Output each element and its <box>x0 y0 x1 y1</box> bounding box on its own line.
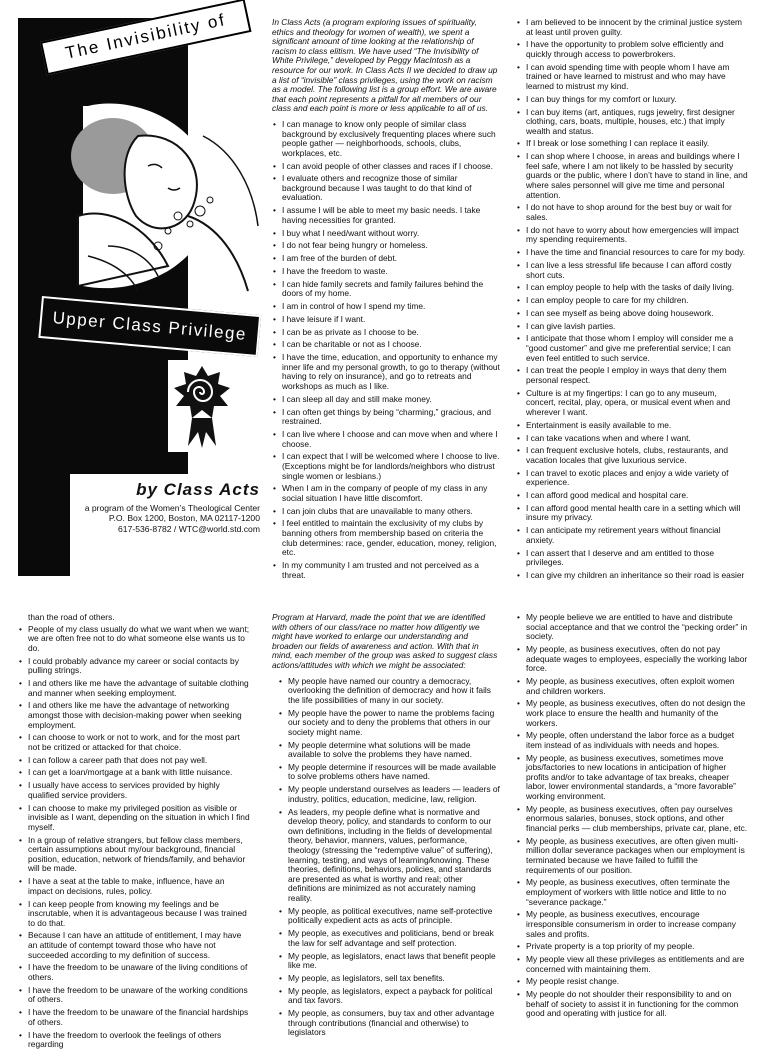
list-item: • I have leisure if I want. <box>272 315 500 325</box>
list-item: • As leaders, my people define what is normative and develop theory, policy, and standards to conform to our own definitions, including in the fields of developmental theory, behavior, manners, values, performance, theology (stressing the “redemptive value” of suffering), learning, testing, and ways of learning/knowing. These theories, definitions, behaviors, policies, and standards are presented as what is worthy and real; other definitions are minimized as not accurately naming reality. <box>278 808 500 904</box>
list-item: • My people, as legislators, expect a payback for political and tax favors. <box>278 987 500 1006</box>
list-item: • I can see myself as being above doing housework. <box>516 309 748 319</box>
list-item: • I can frequent exclusive hotels, clubs, restaurants, and vacation locales that give luxurious service. <box>516 446 748 465</box>
list-item: • My people view all these privileges as entitlements and are concerned with maintaining them. <box>516 955 748 974</box>
list-item: • I assume I will be able to meet my basic needs. I take having necessities for granted. <box>272 206 500 225</box>
list-item: • I can afford good medical and hospital care. <box>516 491 748 501</box>
list-item: • I can anticipate my retirement years without financial anxiety. <box>516 526 748 545</box>
cover-title-text: The Invisibility of <box>63 10 228 63</box>
list-item: • My people, as legislators, enact laws that benefit people like me. <box>278 952 500 971</box>
list-item: • I have the freedom to be unaware of the financial hardships of others. <box>18 1008 250 1027</box>
list-item: • My people, as consumers, buy tax and other advantage through contributions (financial and otherwise) to legislators <box>278 1009 500 1038</box>
list-item: • I do not have to shop around for the best buy or wait for sales. <box>516 203 748 222</box>
list-item: • My people, as legislators, sell tax benefits. <box>278 974 500 984</box>
list-item: • My people, as business executives, often do not pay adequate wages to employees, especially the working labor force. <box>516 645 748 674</box>
embrace-illustration <box>18 96 268 296</box>
list-item: • My people determine if resources will be made available to solve problems others have named. <box>278 763 500 782</box>
list-item: • I can hide family secrets and family failures behind the doors of my home. <box>272 280 500 299</box>
list-item: • My people, often understand the labor force as a budget item instead of as individuals with needs and hopes. <box>516 731 748 750</box>
credit-line: a program of the Women’s Theological Center <box>84 503 260 513</box>
list-item: • I have the freedom to overlook the feelings of others regarding <box>18 1031 250 1050</box>
list-item: • I can give my children an inheritance so their road is easier <box>516 571 748 581</box>
privilege-list <box>516 18 748 581</box>
list-item: • I can treat the people I employ in ways that deny them personal respect. <box>516 366 748 385</box>
list-item: • My people have the power to name the problems facing our society and to deny the problems that others in our society might name. <box>278 709 500 738</box>
list-item: • I can employ people to care for my children. <box>516 296 748 306</box>
list-item: • I can sleep all day and still make money. <box>272 395 500 405</box>
class-acts-spiral-logo <box>168 360 236 452</box>
list-item: • My people, as political executives, name self-protective politically expedient acts as acts of principle. <box>278 907 500 926</box>
actions-intro-paragraph: Program at Harvard, made the point that we are identified with others of our class/race no matter how diligently we might have worked to enlarge our understanding and broaden our fields of awareness and action. With that in mind, each member of the group was asked to suggest class actions/attitudes with which we might be associated: <box>272 612 498 670</box>
list-item: • When I am in the company of people of my class in any social situation I have little discomfort. <box>272 484 500 503</box>
list-item: • People of my class usually do what we want when we want; we are often free not to do what someone else wants us to do. <box>18 625 250 654</box>
credit-lines <box>70 503 260 534</box>
list-item: • I can manage to know only people of similar class background by exclusively frequenting places where such people gather — neighborhoods, schools, clubs, workplaces, etc. <box>272 120 500 158</box>
list-item: • I can expect that I will be welcomed where I choose to live. (Exceptions might be for landlords/neighbors who distrust single women or lesbians.) <box>272 452 500 481</box>
list-item: • I can choose to make my privileged position as visible or invisible as I want, depending on the situation in which I find myself. <box>18 804 250 833</box>
list-item: • My people determine what solutions will be made available to solve the problems they have named. <box>278 741 500 760</box>
list-item: • I am free of the burden of debt. <box>272 254 500 264</box>
list-item: • If I break or lose something I can replace it easily. <box>516 139 748 149</box>
list-item: • My people, as executives and politicians, bend or break the law for self advantage and self protection. <box>278 929 500 948</box>
list-item: • Entertainment is easily available to me. <box>516 421 748 431</box>
list-item: • My people have named our country a democracy, overlooking the definition of democracy and how it fails the life possibilities of many in our society. <box>278 677 500 706</box>
list-item: • I could probably advance my career or social contacts by pulling strings. <box>18 657 250 676</box>
list-item: • I usually have access to services provided by highly qualified service providers. <box>18 781 250 800</box>
list-item: • I feel entitled to maintain the exclusivity of my clubs by banning others from membership based on criteria the club determines: race, gender, education, money, religion, etc. <box>272 519 500 557</box>
list-item: • I can assert that I deserve and am entitled to those privileges. <box>516 549 748 568</box>
list-item: • Because I can have an attitude of entitlement, I may have an attitude of contempt toward those who have not succeeded according to my definition of success. <box>18 931 250 960</box>
list-item: • I do not fear being hungry or homeless. <box>272 241 500 251</box>
list-item: • I can often get things by being “charming,” gracious, and restrained. <box>272 408 500 427</box>
privilege-list <box>18 625 250 1050</box>
list-item: • My people, as business executives, are often given multi-million dollar severance packages when our employment is terminated because we have failed to fulfill the requirements of our position. <box>516 837 748 875</box>
list-item: • I can take vacations when and where I want. <box>516 434 748 444</box>
intro-paragraph: In Class Acts (a program exploring issues of spirituality, ethics and theology for women of wealth), we spent a significant amount of time looking at the relationship of racism to class elitism. We have used “The Invisibility of White Privilege,” developed by Peggy MacIntosh as a resource for our work. In Class Acts II we decided to draw up a list of “invisible” class privileges, using the work on racism as a model. The following list is a group effort. We are aware that each point represents a pitfall for all members of our class and each point is more or less applicable to all of us. <box>272 17 498 114</box>
list-item: • I and others like me have the advantage of suitable clothing and manner when seeking employment. <box>18 679 250 698</box>
column-top-right <box>516 18 748 584</box>
list-item: • I can follow a career path that does not pay well. <box>18 756 250 766</box>
list-item: • I am in control of how I spend my time. <box>272 302 500 312</box>
list-item: • My people, as business executives, often terminate the employment of workers with little notice and little to no “severance package.” <box>516 878 748 907</box>
list-item: • I can live a less stressful life because I can afford costly short cuts. <box>516 261 748 280</box>
list-item: • My people understand ourselves as leaders — leaders of industry, politics, education, medicine, law, religion. <box>278 785 500 804</box>
list-item: • I and others like me have the advantage of networking amongst those with decision-making power when seeking employment. <box>18 701 250 730</box>
credit-line: P.O. Box 1200, Boston, MA 02117-1200 <box>108 513 260 524</box>
list-item: • I can live where I choose and can move when and where I choose. <box>272 430 500 449</box>
list-item: • I have the time and financial resources to care for my body. <box>516 248 748 258</box>
byline: by Class Acts <box>136 480 260 499</box>
list-item: • I can avoid spending time with people whom I have am trained or have learned to mistrust and who may have learned to mistrust my kind. <box>516 63 748 92</box>
credit-line: 617-536-8782 / WTC@world.std.com <box>118 523 260 534</box>
list-item: • My people, as business executives, encourage irresponsible consumerism in order to increase company sales and profits. <box>516 910 748 939</box>
list-item: • I evaluate others and recognize those of similar background because I was taught to do that kind of evaluation. <box>272 174 500 203</box>
list-item: • I have the freedom to be unaware of the working conditions of others. <box>18 986 250 1005</box>
continued-text: than the road of others. <box>28 612 115 622</box>
list-item: • I can be charitable or not as I choose. <box>272 340 500 350</box>
column-bottom-right <box>516 613 748 1022</box>
list-item: • I have the freedom to waste. <box>272 267 500 277</box>
list-item: • I have the freedom to be unaware of the living conditions of others. <box>18 963 250 982</box>
list-item: • I can buy items (art, antiques, rugs jewelry, first designer clothing, cars, boats, multiple, houses, etc.) that imply wealth and status. <box>516 108 748 137</box>
list-item: • I can afford good mental health care in a setting which will insure my privacy. <box>516 504 748 523</box>
list-item: • I can keep people from knowing my feelings and be inscrutable, when it is advantageous because I was trained to do that. <box>18 900 250 929</box>
list-item: • I can choose to work or not to work, and for the most part not be critized or attacked for that choice. <box>18 733 250 752</box>
list-item: • I have a seat at the table to make, influence, have an impact on decisions, rules, policy. <box>18 877 250 896</box>
actions-list <box>278 677 500 1038</box>
list-item: • My people resist change. <box>516 977 748 987</box>
list-item: • I can give lavish parties. <box>516 322 748 332</box>
list-item: • I have the time, education, and opportunity to enhance my inner life and my personal growth, to go to therapy (without having to rely on insurance), and go to retreats and workshops as much as I like. <box>272 353 500 391</box>
list-item: • I can travel to exotic places and enjoy a wide variety of experience. <box>516 469 748 488</box>
list-item: • I can avoid people of other classes and races if I choose. <box>272 162 500 172</box>
list-item: • My people, as business executives, often pay ourselves enormous salaries, bonuses, stock options, and other financial perks — club memberships, private car, plane, etc. <box>516 805 748 834</box>
column-top-middle <box>272 18 500 583</box>
list-item: • My people, as business executives, often exploit women and children workers. <box>516 677 748 696</box>
list-item: • I can get a loan/mortgage at a bank with little nuisance. <box>18 768 250 778</box>
list-item: • I have the opportunity to problem solve efficiently and quickly through access to powerbrokers. <box>516 40 748 59</box>
column-bottom-middle <box>272 613 500 1041</box>
list-item: • My people, as business executives, sometimes move jobs/factories to new locations in anticipation of higher profits and/or to take advantage of tax breaks, cheaper labor, lower environmental standards, a “more favorable” working environment. <box>516 754 748 802</box>
list-item: • I do not have to worry about how emergencies will impact my spending requirements. <box>516 226 748 245</box>
list-item: • Culture is at my fingertips: I can go to any museum, concert, recital, play, opera, or musical event when and wherever I want. <box>516 389 748 418</box>
cover-subtitle-text: Upper Class Privilege <box>51 308 248 344</box>
list-item: • I buy what I need/want without worry. <box>272 229 500 239</box>
list-item: • In my community I am trusted and not perceived as a threat. <box>272 561 500 580</box>
list-item: • I can employ people to help with the tasks of daily living. <box>516 283 748 293</box>
list-item: • My people believe we are entitled to have and distribute social acceptance and that we control the “pecking order” in society. <box>516 613 748 642</box>
list-item: • I can be as private as I choose to be. <box>272 328 500 338</box>
actions-list <box>516 613 748 1019</box>
list-item: • I can buy things for my comfort or luxury. <box>516 95 748 105</box>
list-item: • In a group of relative strangers, but fellow class members, certain assumptions about my/our background, financial position, education, network of friends/family, and behavior will be made. <box>18 836 250 874</box>
list-item: • My people do not shoulder their responsibility to and on behalf of society to assist it in functioning for the common good and operating with justice for all. <box>516 990 748 1019</box>
column-bottom-left <box>18 613 250 1053</box>
list-item: • I can join clubs that are unavailable to many others. <box>272 507 500 517</box>
list-item: • I anticipate that those whom I employ will consider me a “good customer” and give me preferential service; I can even feel entitled to such service. <box>516 334 748 363</box>
privilege-list <box>272 120 500 580</box>
list-item: • Private property is a top priority of my people. <box>516 942 748 952</box>
list-item: • I am believed to be innocent by the criminal justice system at least until proven guilty. <box>516 18 748 37</box>
list-item: • My people, as business executives, often do not design the work place to ensure the health and humanity of the workers. <box>516 699 748 728</box>
list-item: • I can shop where I choose, in areas and buildings where I feel safe, where I am not likely to be hassled by security guards or the public, where I don’t have to stand in line, and where sales personnel will give me time and personal attention. <box>516 152 748 200</box>
